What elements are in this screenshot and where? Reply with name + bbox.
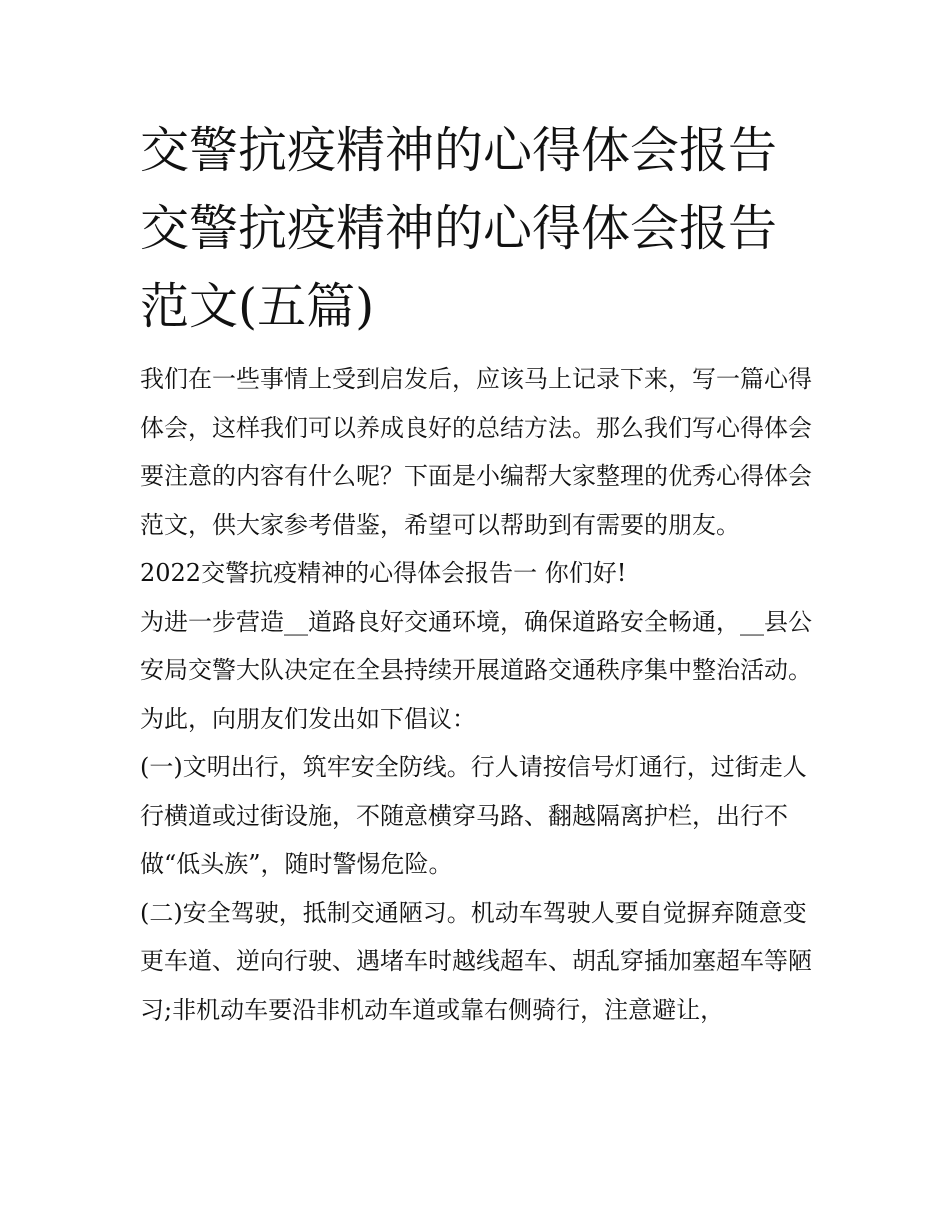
document-body <box>140 355 820 1034</box>
title-line-2: 交警抗疫精神的心得体会报告 <box>140 200 778 257</box>
section-heading-1: 2022交警抗疫精神的心得体会报告一 你们好! <box>140 559 627 587</box>
title-line-1: 交警抗疫精神的心得体会报告 <box>140 122 778 179</box>
proposal-item-1: (一)文明出行，筑牢安全防线。行人请按信号灯通行，过街走人行横道或过街设施，不随意横穿马路、翻越隔离护栏，出行不做“低头族”，随时警惕危险。 <box>140 753 807 878</box>
document-title <box>140 112 830 346</box>
intro-paragraph: 我们在一些事情上受到启发后，应该马上记录下来，写一篇心得体会，这样我们可以养成良好的总结方法。那么我们写心得体会要注意的内容有什么呢？下面是小编帮大家整理的优秀心得体会范文，供大家参考借鉴，希望可以帮助到有需要的朋友。 <box>140 365 812 539</box>
proposal-item-2: (二)安全驾驶，抵制交通陋习。机动车驾驶人要自觉摒弃随意变更车道、逆向行驶、遇堵车时越线超车、胡乱穿插加塞超车等陋习;非机动车要沿非机动车道或靠右侧骑行，注意避让， <box>140 898 812 1024</box>
body-paragraph: 为进一步营造__道路良好交通环境，确保道路安全畅通，__县公安局交警大队决定在全县持续开展道路交通秩序集中整治活动。为此，向朋友们发出如下倡议： <box>140 607 812 733</box>
title-line-3: 范文(五篇) <box>140 278 375 335</box>
